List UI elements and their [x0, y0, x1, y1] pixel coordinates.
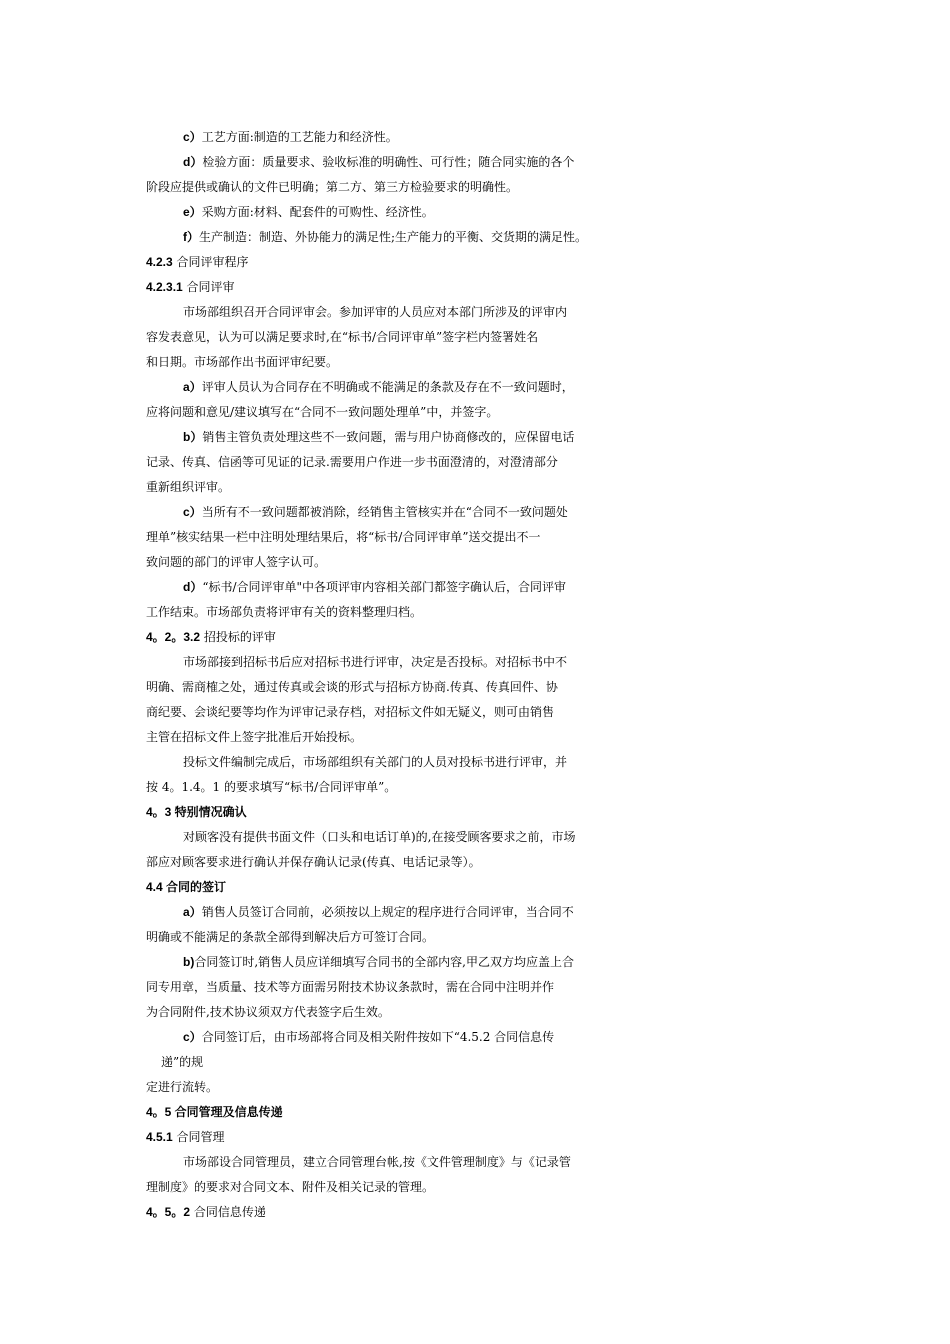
line-text: 工作结束。市场部负责将评审有关的资料整理归档。 [146, 605, 423, 619]
paragraph-line [0, 225, 950, 249]
paragraph-line [0, 300, 950, 324]
section-number: 4。3 特别情况确认 [146, 805, 247, 819]
line-text: 主管在招标文件上签字批准后开始投标。 [146, 730, 363, 744]
line-text: 理单”核实结果一栏中注明处理结果后，将“标书/合同评审单”送交提出不一 [146, 530, 541, 544]
section-heading [0, 1100, 950, 1124]
paragraph-line [0, 1150, 950, 1174]
paragraph-line [0, 700, 950, 724]
list-marker: a） [183, 905, 202, 919]
paragraph-line [0, 325, 950, 349]
line-text: 市场部接到招标书后应对招标书进行评审，决定是否投标。对招标书中不 [183, 655, 568, 669]
section-number: 4.2.3 [146, 255, 173, 269]
line-text: 合同签订后，由市场部将合同及相关附件按如下“4.5.2 合同信息传 [201, 1030, 555, 1044]
list-marker: c） [183, 1030, 202, 1044]
paragraph-line [0, 1075, 950, 1099]
paragraph-line [0, 200, 950, 224]
line-text: 应将问题和意见/建议填写在“合同不一致问题处理单”中，并签字。 [146, 405, 499, 419]
list-marker: b) [183, 955, 195, 969]
line-text: 同专用章，当质量、技术等方面需另附技术协议条款时，需在合同中注明并作 [146, 980, 555, 994]
line-text: 明确或不能满足的条款全部得到解决后方可签订合同。 [146, 930, 435, 944]
line-text: 致问题的部门的评审人签字认可。 [146, 555, 327, 569]
section-title: 合同管理 [172, 1130, 225, 1144]
line-text: 和日期。市场部作出书面评审纪要。 [146, 355, 339, 369]
line-text: 生产制造：制造、外协能力的满足性;生产能力的平衡、交货期的满足性。 [199, 230, 588, 244]
section-title: 合同评审 [182, 280, 235, 294]
paragraph-line [0, 1025, 950, 1049]
paragraph-line [0, 975, 950, 999]
paragraph-line [0, 475, 950, 499]
section-title: 合同评审程序 [172, 255, 249, 269]
line-text: 部应对顾客要求进行确认并保存确认记录(传真、电话记录等）。 [146, 855, 481, 869]
paragraph-line [0, 950, 950, 974]
paragraph-line [0, 925, 950, 949]
paragraph-line [0, 350, 950, 374]
section-number: 4.2.3.1 [146, 280, 183, 294]
line-text: 递”的规 [161, 1055, 204, 1069]
paragraph-line [0, 375, 950, 399]
paragraph-line [0, 900, 950, 924]
paragraph-line [0, 125, 950, 149]
paragraph-line [0, 650, 950, 674]
line-text: 检验方面：质量要求、验收标准的明确性、可行性；随合同实施的各个 [202, 155, 575, 169]
list-marker: d） [183, 580, 203, 594]
list-marker: a） [183, 380, 202, 394]
section-heading [0, 1125, 950, 1149]
line-text: 市场部设合同管理员，建立合同管理台帐,按《文件管理制度》与《记录管 [183, 1155, 571, 1169]
line-text: 商纪要、会谈纪要等均作为评审记录存档，对招标文件如无疑义，则可由销售 [146, 705, 555, 719]
paragraph-line [0, 725, 950, 749]
line-text: 按 4。1.4。1 的要求填写“标书/合同评审单”。 [146, 780, 397, 794]
section-number: 4。5 合同管理及信息传递 [146, 1105, 283, 1119]
line-text: 容发表意见，认为可以满足要求时,在“标书/合同评审单”签字栏内签署姓名 [146, 330, 539, 344]
section-heading [0, 875, 950, 899]
paragraph-line [0, 675, 950, 699]
section-number: 4。5。2 [146, 1205, 191, 1219]
paragraph-line [0, 750, 950, 774]
line-text: 记录、传真、信函等可见证的记录.需要用户作进一步书面澄清的，对澄清部分 [146, 455, 558, 469]
line-text: “标书/合同评审单"中各项评审内容相关部门都签字确认后，合同评审 [202, 580, 567, 594]
paragraph-line [0, 150, 950, 174]
line-text: 为合同附件,技术协议须双方代表签字后生效。 [146, 1005, 390, 1019]
paragraph-line [0, 450, 950, 474]
line-text: 明确、需商榷之处，通过传真或会谈的形式与招标方协商.传真、传真回件、协 [146, 680, 558, 694]
paragraph-line [0, 575, 950, 599]
section-heading [0, 250, 950, 274]
line-text: 当所有不一致问题都被消除，经销售主管核实并在“合同不一致问题处 [201, 505, 568, 519]
line-text: 评审人员认为合同存在不明确或不能满足的条款及存在不一致问题时， [201, 380, 574, 394]
section-heading [0, 800, 950, 824]
line-text: 投标文件编制完成后，市场部组织有关部门的人员对投标书进行评审，并 [183, 755, 568, 769]
paragraph-line [0, 400, 950, 424]
list-marker: c） [183, 505, 202, 519]
list-marker: d） [183, 155, 203, 169]
line-text: 重新组织评审。 [146, 480, 231, 494]
paragraph-line [0, 525, 950, 549]
paragraph-line [0, 550, 950, 574]
line-text: 对顾客没有提供书面文件（口头和电话订单)的,在接受顾客要求之前，市场 [183, 830, 576, 844]
paragraph-line [0, 850, 950, 874]
section-number: 4。2。3.2 [146, 630, 201, 644]
line-text: 工艺方面:制造的工艺能力和经济性。 [201, 130, 398, 144]
line-text: 销售主管负责处理这些不一致问题，需与用户协商修改的，应保留电话 [202, 430, 575, 444]
paragraph-line [0, 1175, 950, 1199]
line-text: 采购方面:材料、配套件的可购性、经济性。 [201, 205, 434, 219]
paragraph-line [0, 775, 950, 799]
section-heading [0, 275, 950, 299]
line-text: 销售人员签订合同前，必须按以上规定的程序进行合同评审，当合同不 [201, 905, 574, 919]
line-text: 定进行流转。 [146, 1080, 219, 1094]
list-marker: b） [183, 430, 203, 444]
paragraph-line [0, 500, 950, 524]
list-marker: e） [183, 205, 202, 219]
paragraph-line [0, 175, 950, 199]
line-text: 市场部组织召开合同评审会。参加评审的人员应对本部门所涉及的评审内 [183, 305, 568, 319]
list-marker: f） [183, 230, 199, 244]
section-number: 4.4 合同的签订 [146, 880, 227, 894]
line-text: 阶段应提供或确认的文件已明确；第二方、第三方检验要求的明确性。 [146, 180, 519, 194]
paragraph-line [0, 425, 950, 449]
paragraph-line [0, 600, 950, 624]
section-number: 4.5.1 [146, 1130, 173, 1144]
section-title: 招投标的评审 [200, 630, 276, 644]
section-heading [0, 625, 950, 649]
line-text: 理制度》的要求对合同文本、附件及相关记录的管理。 [146, 1180, 435, 1194]
paragraph-line [0, 825, 950, 849]
line-text: 合同签订时,销售人员应详细填写合同书的全部内容,甲乙双方均应盖上合 [194, 955, 574, 969]
section-heading [0, 1200, 950, 1224]
section-title: 合同信息传递 [190, 1205, 266, 1219]
paragraph-line [0, 1050, 950, 1074]
paragraph-line [0, 1000, 950, 1024]
list-marker: c） [183, 130, 202, 144]
